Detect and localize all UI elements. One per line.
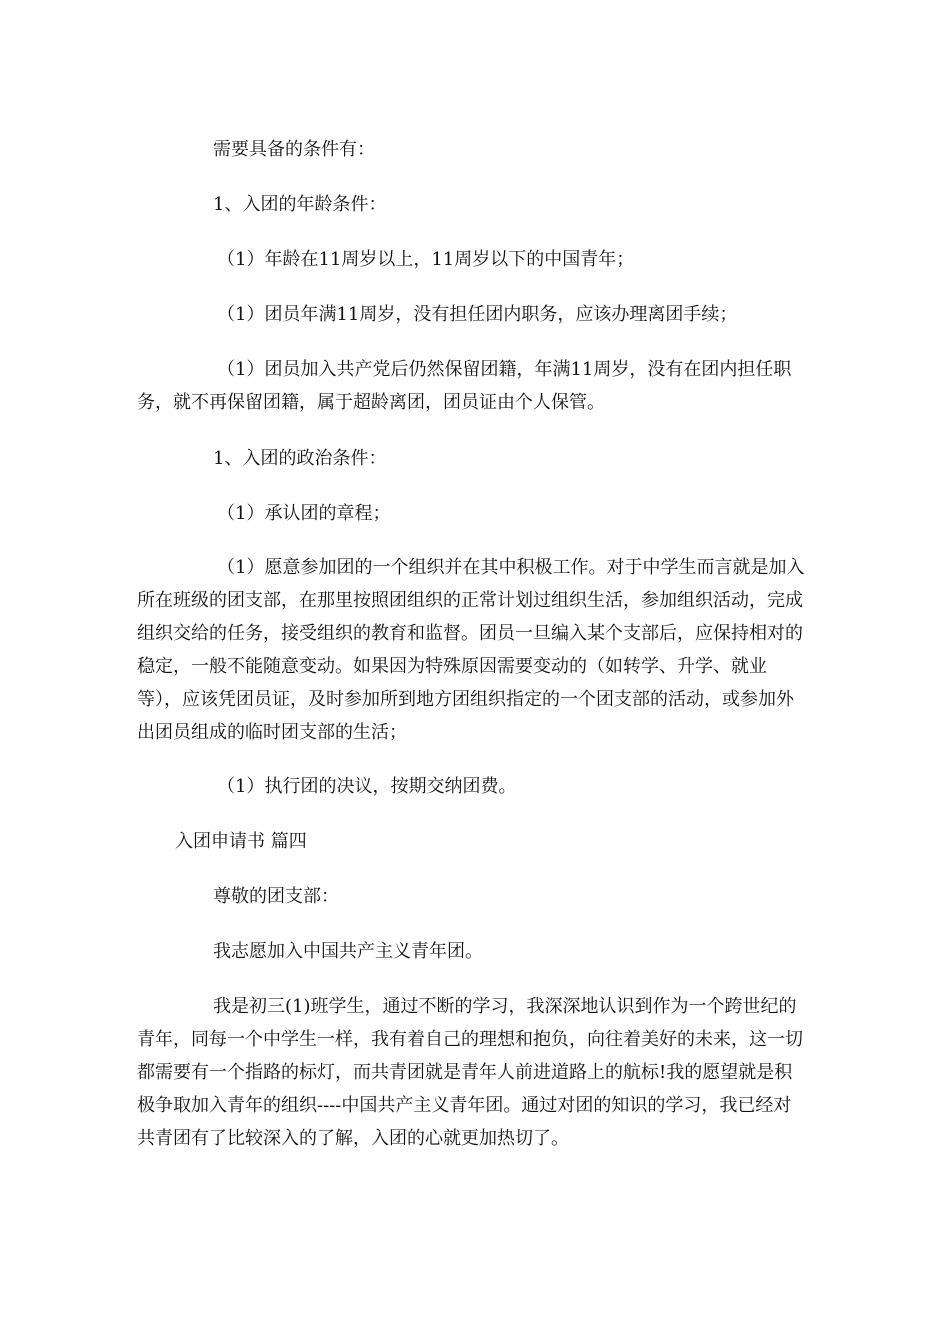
paragraph-body: 我是初三(1)班学生，通过不断的学习，我深深地认识到作为一个跨世纪的青年，同每一个中学生一样，我有着自己的理想和抱负，向往着美好的未来，这一切都需要有一个指路的标灯，而共青团就是青年人前进道路上的航标!我的愿望就是积极争取加入青年的组织----中国共产主义青年团。通过对团的知识的学习，我已经对共青团有了比较深入的了解，入团的心就更加热切了。 <box>137 996 803 1149</box>
salutation: 尊敬的团支部： <box>213 886 339 907</box>
paragraph-age-item-1: （1）年龄在11周岁以上，11周岁以下的中国青年； <box>217 249 635 270</box>
paragraph-political-heading: 1、入团的政治条件： <box>213 448 387 469</box>
paragraph-conditions-intro: 需要具备的条件有： <box>213 139 375 160</box>
paragraph-age-heading: 1、入团的年龄条件： <box>213 194 387 215</box>
paragraph-declaration: 我志愿加入中国共产主义青年团。 <box>213 941 483 962</box>
paragraph-political-item-3: （1）执行团的决议，按期交纳团费。 <box>217 776 517 797</box>
paragraph-political-item-1: （1）承认团的章程； <box>217 503 391 524</box>
paragraph-political-item-2: （1）愿意参加团的一个组织并在其中积极工作。对于中学生而言就是加入所在班级的团支部，在那里按照团组织的正常计划过组织生活，参加组织活动，完成组织交给的任务，接受组织的教育和监督。团员一旦编入某个支部后，应保持相对的稳定，一般不能随意变动。如果因为特殊原因需要变动的（如转学、升学、就业等），应该凭团员证，及时参加所到地方团组织指定的一个团支部的活动，或参加外出团员组成的临时团支部的生活； <box>137 557 805 743</box>
paragraph-age-item-3: （1）团员加入共产党后仍然保留团籍，年满11周岁，没有在团内担任职务，就不再保留团籍，属于超龄离团，团员证由个人保管。 <box>137 359 792 413</box>
section-heading: 入团申请书 篇四 <box>175 831 307 852</box>
paragraph-age-item-2: （1）团员年满11周岁，没有担任团内职务，应该办理离团手续； <box>217 304 738 325</box>
